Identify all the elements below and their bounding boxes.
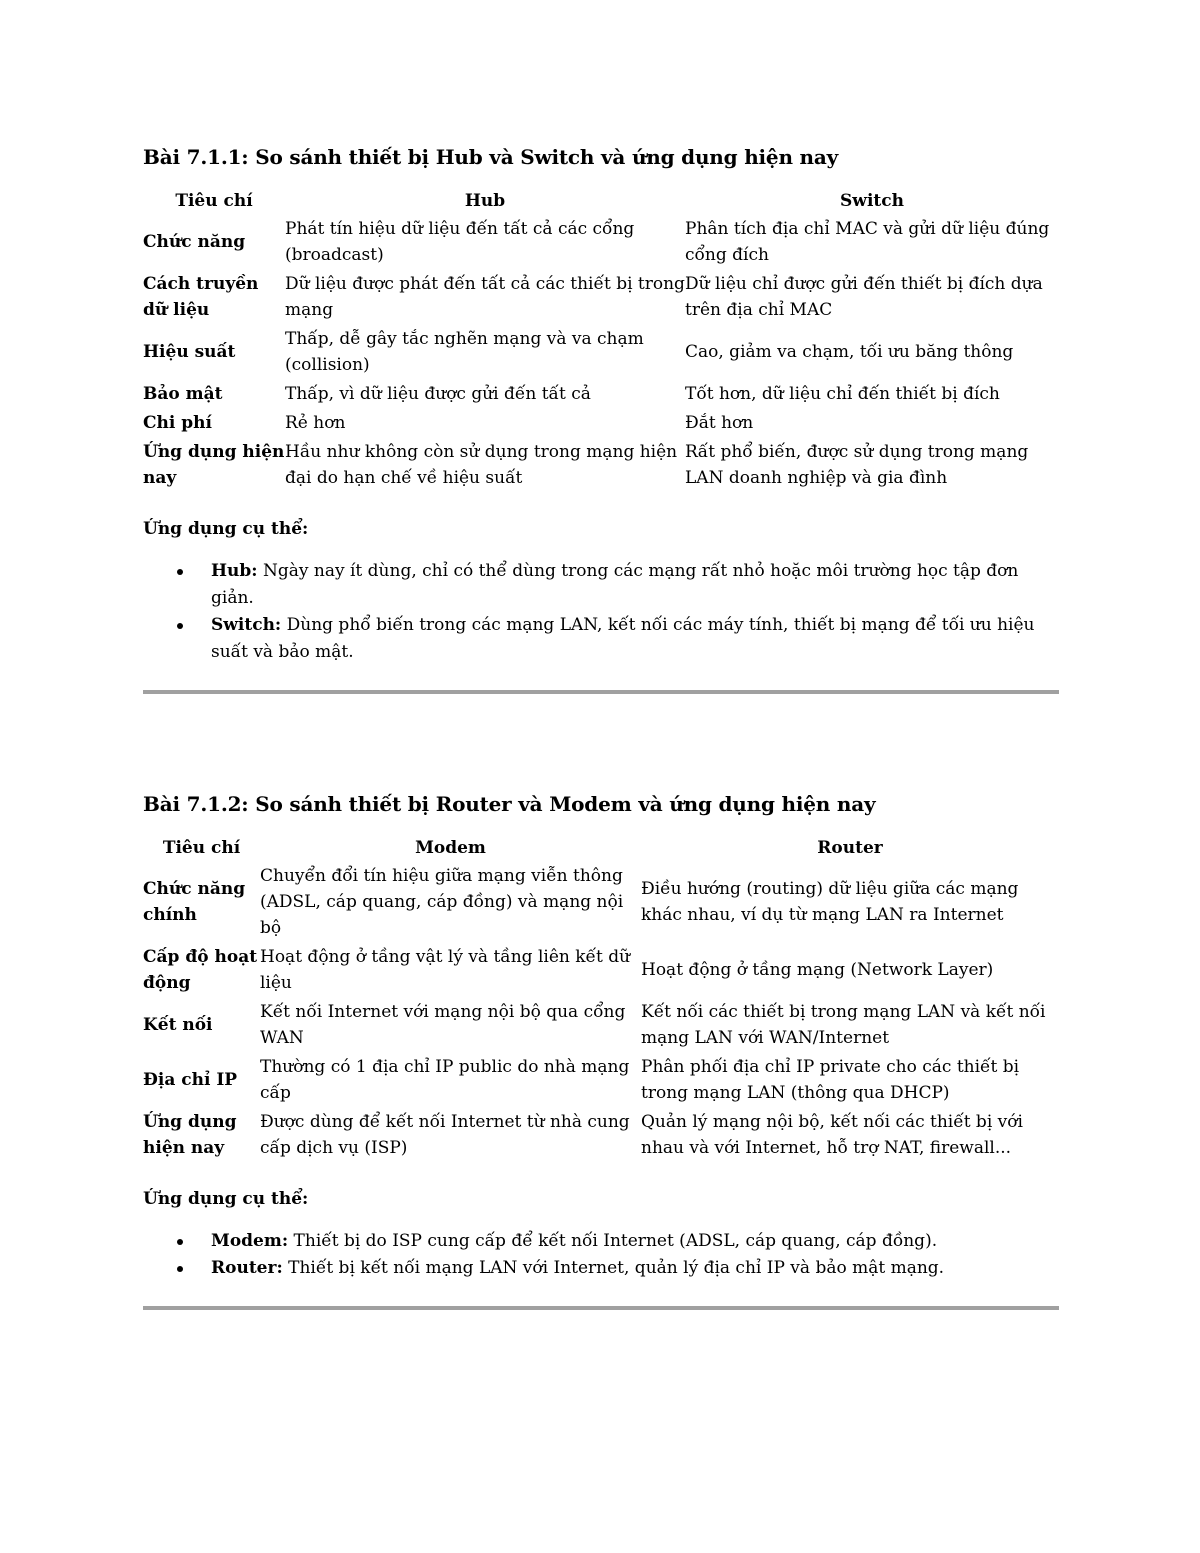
criterion-cell: Ứng dụng hiện nay xyxy=(143,442,285,488)
criterion-cell: Bảo mật xyxy=(143,384,223,404)
table-row xyxy=(143,1109,1059,1164)
comparison-table xyxy=(143,186,1059,494)
bullet-term: Hub: xyxy=(211,561,258,581)
table-row xyxy=(143,944,1059,999)
usage-list xyxy=(143,558,1059,666)
usage-list xyxy=(143,1228,1059,1282)
criterion-cell: Địa chỉ IP xyxy=(143,1070,238,1090)
list-item xyxy=(211,612,1059,666)
criterion-cell: Chức năng chính xyxy=(143,879,246,925)
switch-cell: Cao, giảm va chạm, tối ưu băng thông xyxy=(685,342,1014,362)
bullet-text: Thiết bị kết nối mạng LAN với Internet, quản lý địa chỉ IP và bảo mật mạng. xyxy=(282,1258,945,1278)
usage-heading: Ứng dụng cụ thể: xyxy=(143,1189,309,1209)
section-title: Bài 7.1.1: So sánh thiết bị Hub và Switch và ứng dụng hiện nay xyxy=(143,145,839,169)
switch-cell: Rất phổ biến, được sử dụng trong mạng LAN doanh nghiệp và gia đình xyxy=(685,442,1029,488)
router-cell: Điều hướng (routing) dữ liệu giữa các mạng khác nhau, ví dụ từ mạng LAN ra Internet xyxy=(641,879,1019,925)
header-switch: Switch xyxy=(840,191,904,211)
comparison-table xyxy=(143,833,1059,1164)
modem-cell: Chuyển đổi tín hiệu giữa mạng viễn thông (ADSL, cáp quang, cáp đồng) và mạng nội bộ xyxy=(260,866,624,938)
router-cell: Phân phối địa chỉ IP private cho các thiết bị trong mạng LAN (thông qua DHCP) xyxy=(641,1057,1020,1103)
bullet-term: Switch: xyxy=(211,615,282,635)
table-row xyxy=(143,381,1059,410)
router-cell: Quản lý mạng nội bộ, kết nối các thiết bị với nhau và với Internet, hỗ trợ NAT, firewall... xyxy=(641,1112,1023,1158)
modem-cell: Được dùng để kết nối Internet từ nhà cung cấp dịch vụ (ISP) xyxy=(260,1112,630,1158)
bullet-term: Router: xyxy=(211,1258,283,1278)
list-item xyxy=(211,1228,1059,1255)
table-row xyxy=(143,863,1059,944)
criterion-cell: Ứng dụng hiện nay xyxy=(143,1112,237,1158)
bullet-term: Modem: xyxy=(211,1231,289,1251)
table-header-row xyxy=(143,833,1059,863)
header-router: Router xyxy=(817,838,883,858)
table-row xyxy=(143,271,1059,326)
criterion-cell: Kết nối xyxy=(143,1015,213,1035)
modem-cell: Kết nối Internet với mạng nội bộ qua cổng WAN xyxy=(260,1002,626,1048)
router-cell: Hoạt động ở tầng mạng (Network Layer) xyxy=(641,960,994,980)
bullet-text: Dùng phổ biến trong các mạng LAN, kết nối các máy tính, thiết bị mạng để tối ưu hiệu suất và bảo mật. xyxy=(211,615,1035,662)
header-criterion: Tiêu chí xyxy=(175,191,253,211)
table-row xyxy=(143,410,1059,439)
bullet-text: Thiết bị do ISP cung cấp để kết nối Internet (ADSL, cáp quang, cáp đồng). xyxy=(288,1231,938,1251)
list-item xyxy=(211,558,1059,612)
switch-cell: Tốt hơn, dữ liệu chỉ đến thiết bị đích xyxy=(685,384,1000,404)
table-row xyxy=(143,326,1059,381)
usage-heading: Ứng dụng cụ thể: xyxy=(143,519,309,539)
modem-cell: Thường có 1 địa chỉ IP public do nhà mạng cấp xyxy=(260,1057,630,1103)
header-criterion: Tiêu chí xyxy=(162,838,241,858)
criterion-cell: Chi phí xyxy=(143,413,212,433)
switch-cell: Phân tích địa chỉ MAC và gửi dữ liệu đúng cổng đích xyxy=(685,219,1050,265)
switch-cell: Dữ liệu chỉ được gửi đến thiết bị đích dựa trên địa chỉ MAC xyxy=(685,274,1043,320)
list-item xyxy=(211,1255,1059,1282)
criterion-cell: Cách truyền dữ liệu xyxy=(143,274,259,320)
section-divider xyxy=(143,690,1059,694)
header-hub: Hub xyxy=(464,191,506,211)
criterion-cell: Chức năng xyxy=(143,232,246,252)
section-hub-switch xyxy=(143,142,1059,694)
table-row xyxy=(143,439,1059,494)
hub-cell: Thấp, vì dữ liệu được gửi đến tất cả xyxy=(285,384,591,404)
table-row xyxy=(143,999,1059,1054)
section-divider xyxy=(143,1306,1059,1310)
section-title: Bài 7.1.2: So sánh thiết bị Router và Modem và ứng dụng hiện nay xyxy=(143,792,876,816)
modem-cell: Hoạt động ở tầng vật lý và tầng liên kết dữ liệu xyxy=(260,947,631,993)
header-modem: Modem xyxy=(415,838,486,858)
criterion-cell: Cấp độ hoạt động xyxy=(143,947,258,993)
hub-cell: Dữ liệu được phát đến tất cả các thiết bị trong mạng xyxy=(285,274,685,320)
criterion-cell: Hiệu suất xyxy=(143,342,236,362)
switch-cell: Đắt hơn xyxy=(685,413,754,433)
hub-cell: Phát tín hiệu dữ liệu đến tất cả các cổng (broadcast) xyxy=(285,219,635,265)
bullet-text: Ngày nay ít dùng, chỉ có thể dùng trong các mạng rất nhỏ hoặc môi trường học tập đơn giản. xyxy=(211,561,1019,608)
hub-cell: Thấp, dễ gây tắc nghẽn mạng và va chạm (collision) xyxy=(285,329,644,375)
section-router-modem xyxy=(143,789,1059,1310)
table-row xyxy=(143,1054,1059,1109)
hub-cell: Rẻ hơn xyxy=(285,413,346,433)
router-cell: Kết nối các thiết bị trong mạng LAN và kết nối mạng LAN với WAN/Internet xyxy=(641,1002,1046,1048)
table-row xyxy=(143,216,1059,271)
hub-cell: Hầu như không còn sử dụng trong mạng hiện đại do hạn chế về hiệu suất xyxy=(285,442,678,488)
table-header-row xyxy=(143,186,1059,216)
